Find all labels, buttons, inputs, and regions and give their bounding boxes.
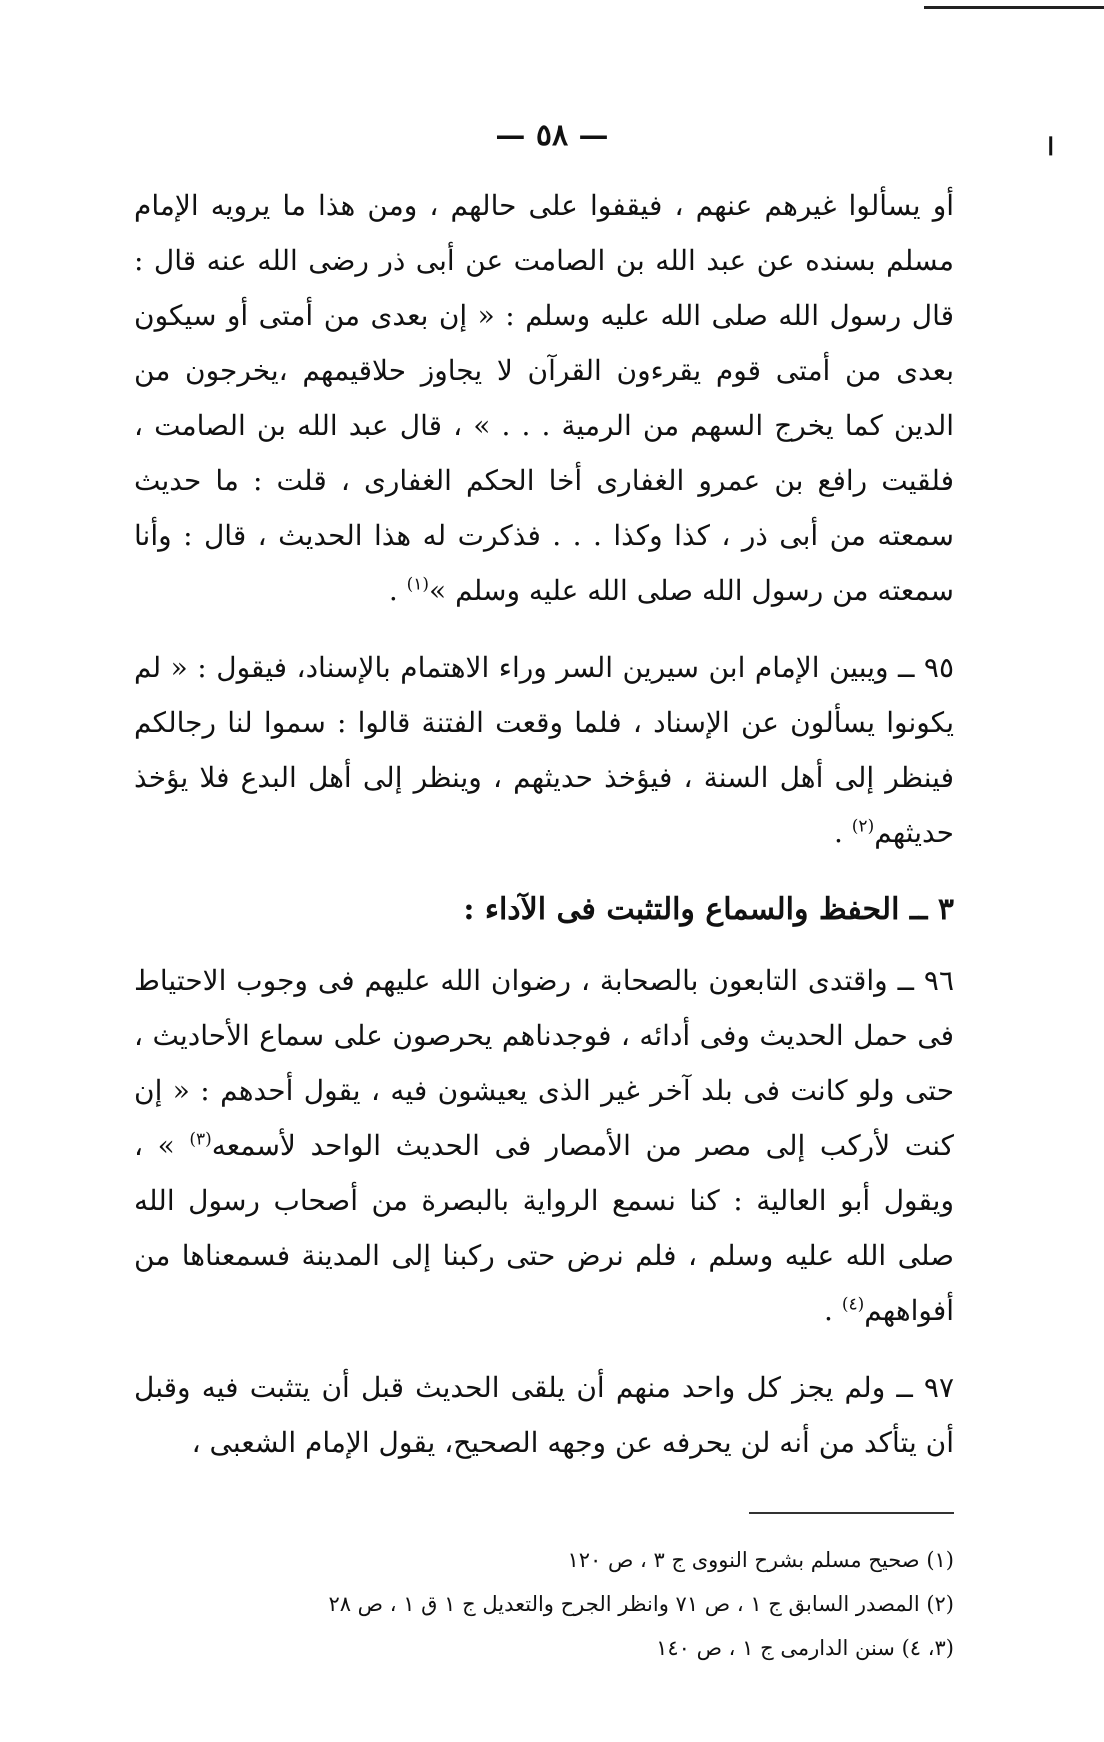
main-text	[134, 178, 954, 1470]
footnote-ref-2: (٢)	[851, 816, 875, 837]
paragraph-97: ٩٧ ــ ولم يجز كل واحد منهم أن يلقى الحديث قبل أن يتثبت فيه وقبل أن يتأكد من أنه لن يحرفه عن وجهه الصحيح، يقول الإمام الشعبى ،	[134, 1371, 954, 1459]
section-heading: ٣ ــ الحفظ والسماع والتثبت فى الآداء :	[463, 892, 954, 927]
top-edge-rule	[924, 0, 1104, 9]
paragraph-text: أو يسألوا غيرهم عنهم ، فيقفوا على حالهم ، ومن هذا ما يرويه الإمام مسلم بسنده عن عبد الله بن الصامت عن أبى ذر رضى الله عنه قال : قال رسول الله صلى الله عليه وسلم : « إن بعدى من أمتى أو سيكون بعدى من أمتى قوم يقرءون القرآن لا يجاوز حلاقيمهم ،يخرجون من الدين كما يخرج السهم من الرمية . . . » ، قال عبد الله بن الصامت ، فلقيت رافع بن عمرو الغفارى أخا الحكم الغفارى ، قلت : ما حديث سمعته من أبى ذر ، كذا وكذا . . . فذكرت له هذا الحديث ، قال : وأنا سمعته من رسول الله صلى الله عليه وسلم »	[134, 189, 954, 607]
paragraph-96	[134, 953, 954, 1338]
paragraph-text: » ، ويقول أبو العالية : كنا نسمع الرواية بالبصرة من أصحاب رسول الله صلى الله عليه وسلم ، فلم نرض حتى ركبنا إلى المدينة فسمعناها من أفواههم	[134, 1129, 954, 1327]
paragraph-95	[134, 640, 954, 860]
footnote-2: (٢) المصدر السابق ج ١ ، ص ٧١ وانظر الجرح والتعديل ج ١ ق ١ ، ص ٢٨	[328, 1592, 954, 1616]
period: .	[388, 574, 398, 607]
footnote-1: (١) صحيح مسلم بشرح النووى ج ٣ ، ص ١٢٠	[567, 1548, 954, 1572]
paragraph-continuation	[134, 178, 954, 618]
margin-mark: ا	[1047, 132, 1054, 161]
footnote-ref-1: (١)	[406, 574, 430, 595]
footnote-ref-3: (٣)	[189, 1129, 212, 1150]
footnote-3-4: (٣، ٤) سنن الدارمى ج ١ ، ص ١٤٠	[656, 1636, 954, 1660]
page-number: — ٥٨ —	[495, 118, 609, 153]
paragraph-text: ٩٥ ــ ويبين الإمام ابن سيرين السر وراء الاهتمام بالإسناد، فيقول : « لم يكونوا يسألون عن الإسناد ، فلما وقعت الفتنة قالوا : سموا لنا رجالكم فينظر إلى أهل السنة ، فيؤخذ حديثهم ، وينظر إلى أهل البدع فلا يؤخذ حديثهم	[134, 651, 954, 849]
footnotes	[134, 1538, 954, 1670]
footnote-ref-4: (٤)	[841, 1294, 865, 1315]
footnote-divider	[749, 1512, 954, 1514]
period: .	[824, 1294, 833, 1327]
period: .	[833, 816, 843, 849]
paragraph-text: ٩٦ ــ واقتدى التابعون بالصحابة ، رضوان الله عليهم فى وجوب الاحتياط فى حمل الحديث وفى أدائه ، فوجدناهم يحرصون على سماع الأحاديث ، حتى ولو كانت فى بلد آخر غير الذى يعيشون فيه ، يقول أحدهم : « إن كنت لأركب إلى مصر من الأمصار فى الحديث الواحد لأسمعه	[134, 964, 955, 1162]
